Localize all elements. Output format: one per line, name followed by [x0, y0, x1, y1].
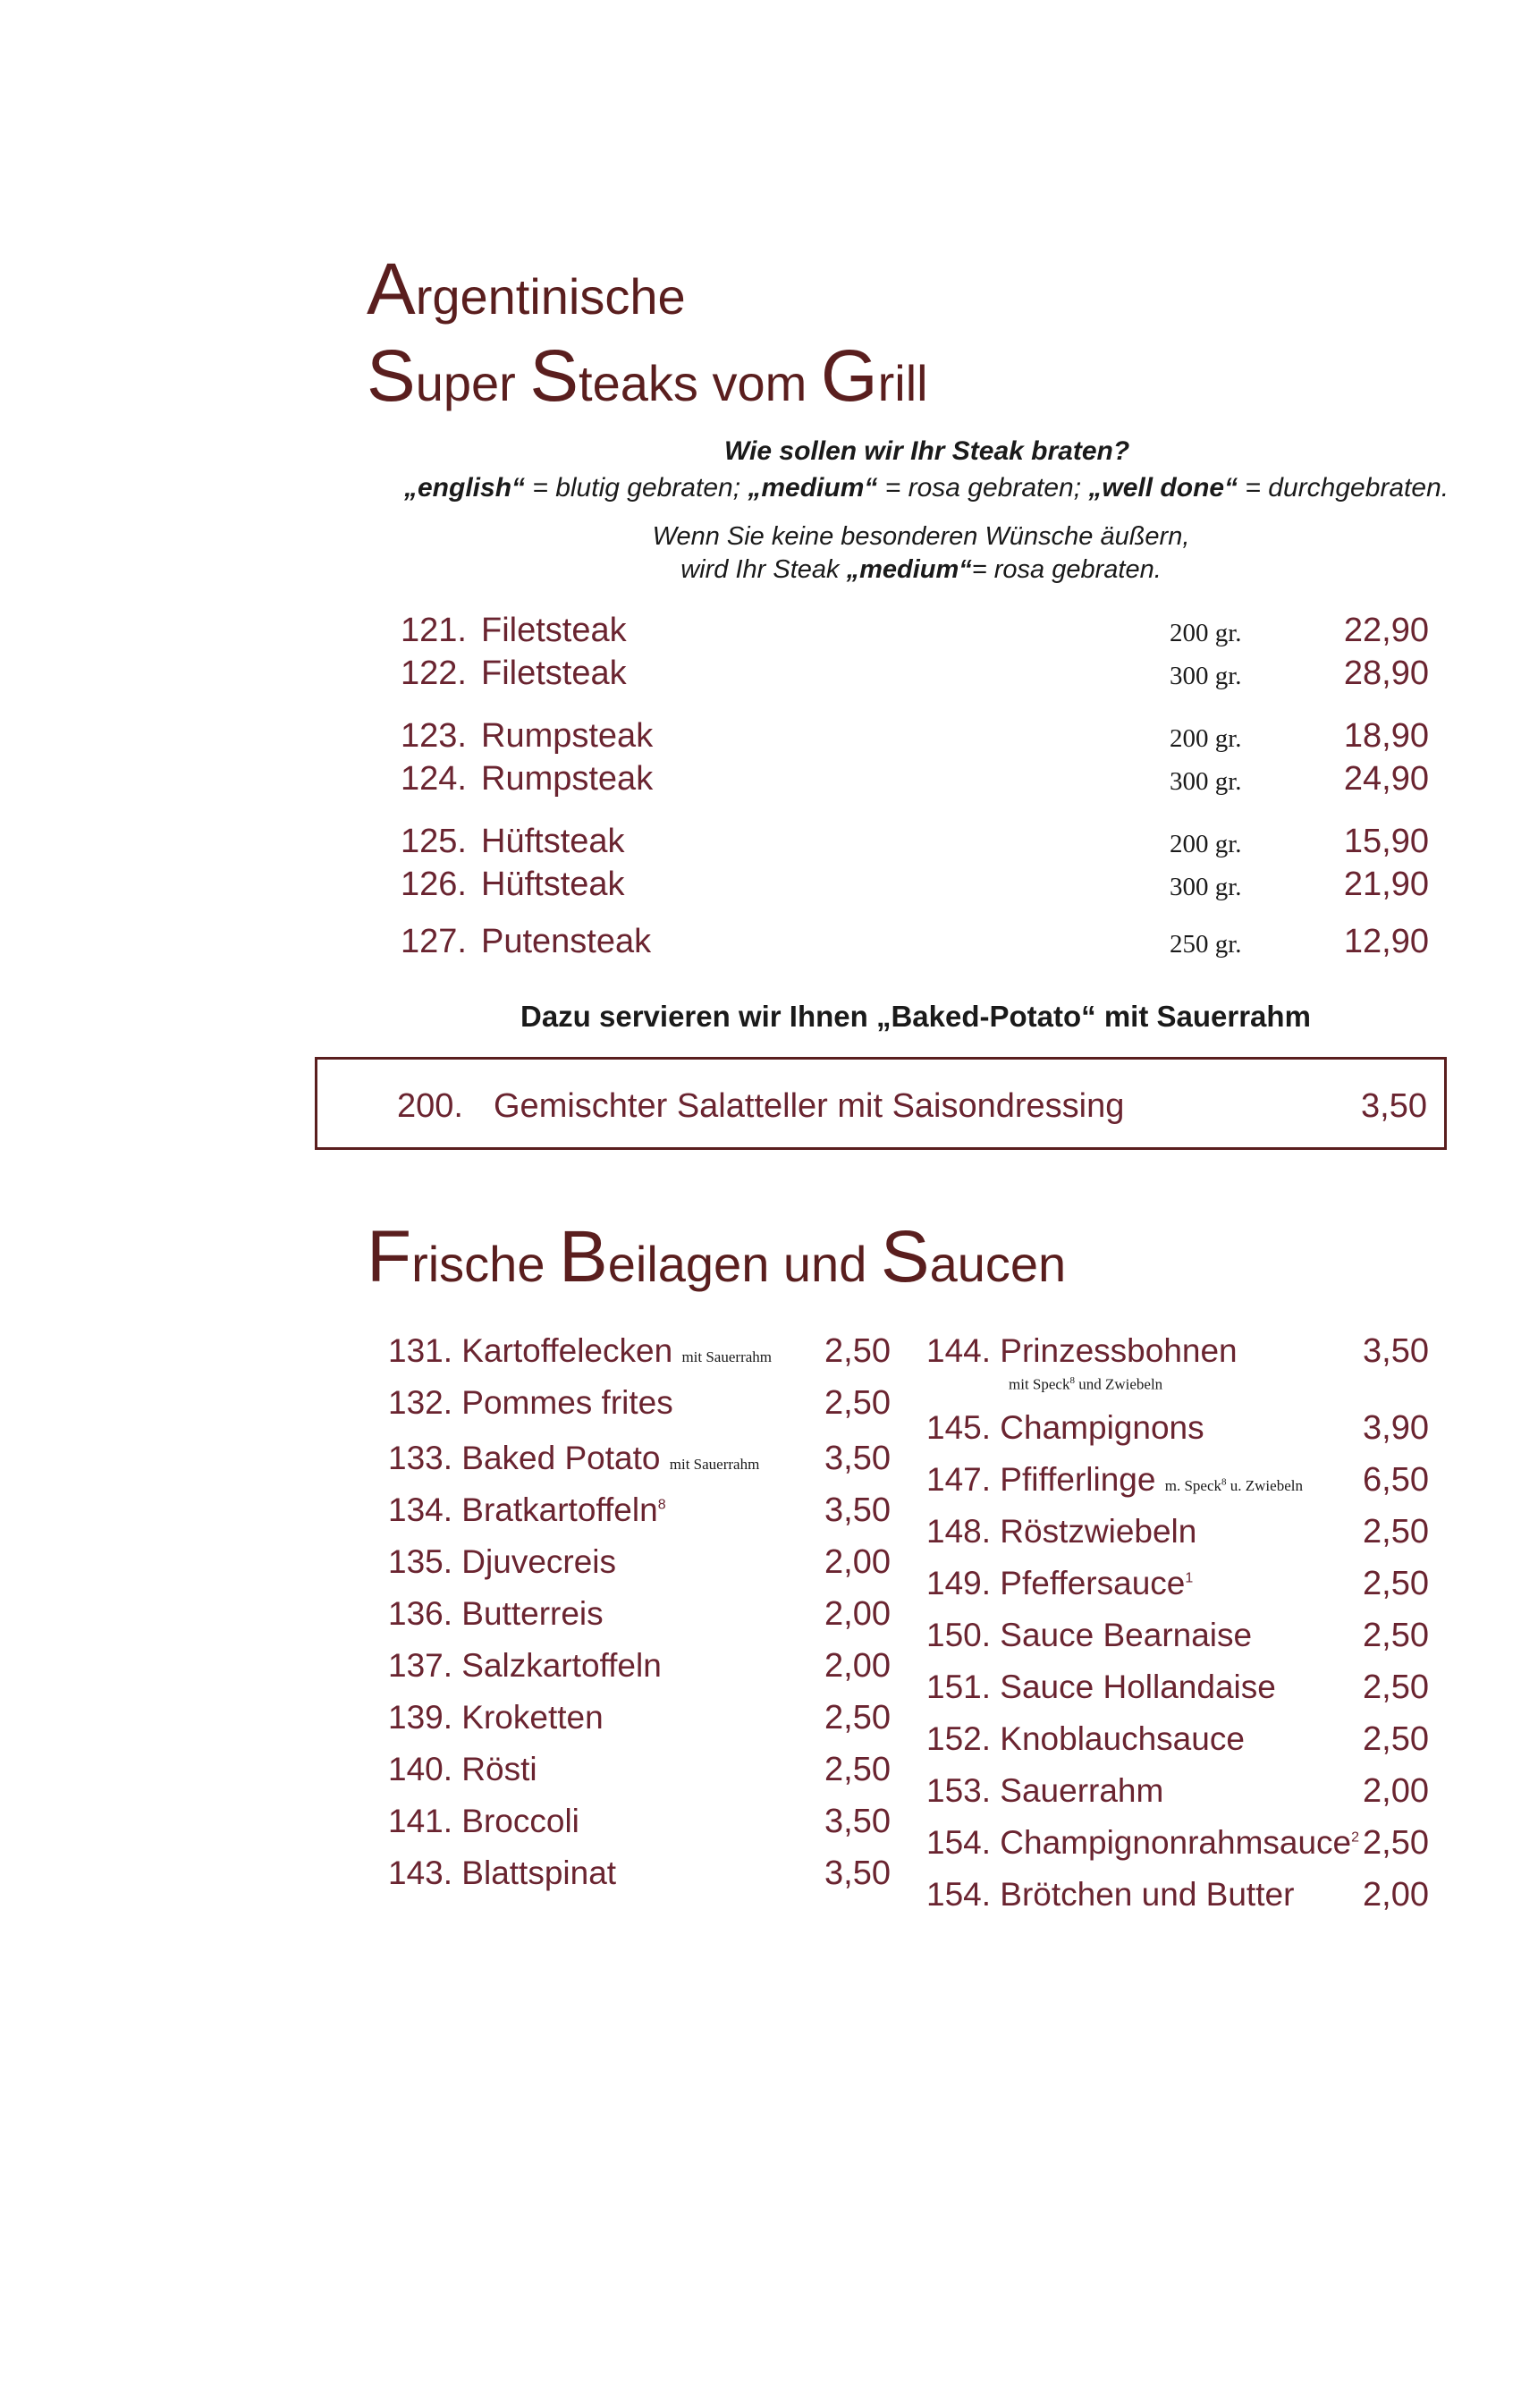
item-price: 2,50 — [824, 1751, 891, 1788]
item-weight: 250 gr. — [1170, 930, 1242, 959]
item-price: 2,50 — [1363, 1669, 1429, 1706]
item-price: 2,50 — [1363, 1824, 1429, 1862]
item-name: Kartoffelecken — [461, 1332, 673, 1369]
salad-price: 3,50 — [1361, 1087, 1427, 1125]
item-name: Filetsteak — [481, 612, 627, 649]
section-title-sides — [367, 1216, 1066, 1305]
menu-item — [926, 1617, 1252, 1654]
item-name: Röstzwiebeln — [1000, 1513, 1197, 1550]
item-price: 12,90 — [1343, 923, 1429, 960]
item-number: 121. — [401, 612, 467, 649]
item-price: 2,50 — [1363, 1513, 1429, 1550]
item-number: 124. — [401, 760, 467, 798]
item-name: Knoblauchsauce — [1000, 1720, 1245, 1757]
title-initial: S — [880, 1216, 930, 1297]
item-price: 21,90 — [1343, 866, 1429, 903]
item-price: 2,00 — [824, 1647, 891, 1685]
menu-item — [388, 1751, 537, 1788]
item-number: 139. — [388, 1699, 453, 1736]
menu-item — [388, 1595, 604, 1633]
note-line1: Wenn Sie keine besonderen Wünsche äußern, — [652, 522, 1190, 551]
menu-item — [388, 1384, 673, 1422]
menu-item — [388, 1647, 662, 1685]
title-text: uper — [415, 355, 530, 411]
item-number: 133. — [388, 1440, 453, 1476]
item-number: 151. — [926, 1669, 992, 1705]
item-number: 131. — [388, 1332, 453, 1369]
item-price: 22,90 — [1343, 612, 1429, 649]
menu-item — [926, 1513, 1196, 1550]
title-text: aucen — [929, 1236, 1067, 1292]
allergen-note: 8 — [1221, 1476, 1227, 1488]
item-weight: 300 gr. — [1170, 662, 1242, 690]
note-line2 — [572, 555, 1270, 585]
item-note: mit Sauerrahm — [681, 1348, 772, 1365]
item-price: 3,50 — [824, 1440, 891, 1477]
item-number: 126. — [401, 866, 467, 903]
item-name: Kroketten — [461, 1699, 604, 1736]
item-number: 152. — [926, 1720, 992, 1757]
cooking-question: Wie sollen wir Ihr Steak braten? — [724, 436, 1130, 466]
item-price: 6,50 — [1363, 1461, 1429, 1499]
item-price: 2,50 — [1363, 1720, 1429, 1758]
item-name: Champignons — [1000, 1409, 1204, 1446]
item-price: 18,90 — [1343, 717, 1429, 755]
menu-item — [926, 1409, 1204, 1447]
item-number: 134. — [388, 1491, 453, 1528]
item-note — [1165, 1477, 1303, 1494]
title-text: eilagen und — [607, 1236, 881, 1292]
item-number: 154. — [926, 1824, 992, 1861]
english-label: „english“ — [404, 473, 526, 503]
title-text: rische — [411, 1236, 560, 1292]
title-initial: B — [559, 1216, 608, 1297]
menu-item — [926, 1720, 1245, 1758]
item-number: 147. — [926, 1461, 992, 1498]
item-price: 3,50 — [824, 1855, 891, 1892]
allergen-note: 1 — [1185, 1570, 1194, 1586]
item-name: Champignonrahmsauce — [1000, 1824, 1352, 1861]
menu-item — [388, 1332, 772, 1370]
item-price: 2,50 — [824, 1332, 891, 1370]
item-weight: 200 gr. — [1170, 724, 1242, 753]
title-initial: A — [367, 249, 416, 330]
menu-item — [388, 1543, 616, 1581]
menu-item — [388, 1491, 666, 1529]
salad-name: Gemischter Salatteller mit Saisondressing — [494, 1087, 1125, 1125]
item-name: Baked Potato — [461, 1440, 661, 1476]
item-name: Putensteak — [481, 923, 652, 960]
item-name: Sauce Hollandaise — [1000, 1669, 1276, 1705]
item-number: 127. — [401, 923, 467, 960]
menu-item — [926, 1565, 1193, 1602]
item-name: Pommes frites — [461, 1384, 673, 1421]
item-number: 148. — [926, 1513, 992, 1550]
item-price: 24,90 — [1343, 760, 1429, 798]
item-number: 154. — [926, 1876, 992, 1913]
item-name: Sauerrahm — [1000, 1772, 1164, 1809]
item-name: Sauce Bearnaise — [1000, 1617, 1253, 1653]
note-text: u. Zwiebeln — [1226, 1477, 1303, 1494]
item-name: Rumpsteak — [481, 717, 654, 755]
item-price: 2,00 — [1363, 1876, 1429, 1914]
menu-item — [926, 1824, 1359, 1862]
item-price: 2,50 — [824, 1699, 891, 1736]
item-number: 122. — [401, 655, 467, 692]
welldone-label: „well done“ — [1088, 473, 1238, 503]
item-number: 132. — [388, 1384, 453, 1421]
section-title-steaks-line2 — [367, 335, 928, 425]
item-weight: 300 gr. — [1170, 873, 1242, 901]
item-price: 3,50 — [1363, 1332, 1429, 1370]
menu-item — [388, 1803, 579, 1840]
item-note — [1009, 1375, 1162, 1394]
menu-item — [926, 1461, 1303, 1499]
note-text: mit Speck — [1009, 1375, 1070, 1393]
menu-item — [926, 1876, 1294, 1914]
item-price: 2,50 — [1363, 1617, 1429, 1654]
item-price: 2,00 — [1363, 1772, 1429, 1810]
item-name: Broccoli — [461, 1803, 579, 1839]
item-name: Brötchen und Butter — [1000, 1876, 1295, 1913]
note-text: m. Speck — [1164, 1477, 1222, 1494]
note-text: wird Ihr Steak — [680, 555, 847, 584]
menu-item — [388, 1440, 759, 1477]
title-initial: G — [820, 335, 878, 417]
item-name: Pfifferlinge — [1000, 1461, 1156, 1498]
medium-desc: = rosa gebraten; — [877, 473, 1089, 503]
item-number: 144. — [926, 1332, 992, 1369]
salad-number: 200. — [397, 1087, 463, 1125]
item-number: 150. — [926, 1617, 992, 1653]
title-text: rill — [877, 355, 928, 411]
item-number: 136. — [388, 1595, 453, 1632]
item-number: 145. — [926, 1409, 992, 1446]
item-name: Djuvecreis — [461, 1543, 617, 1580]
item-price: 15,90 — [1343, 823, 1429, 860]
item-name: Rösti — [461, 1751, 537, 1787]
english-desc: = blutig gebraten; — [525, 473, 748, 503]
item-name: Prinzessbohnen — [1000, 1332, 1238, 1369]
item-number: 137. — [388, 1647, 453, 1684]
item-number: 153. — [926, 1772, 992, 1809]
cooking-note — [572, 522, 1270, 585]
section-title-steaks — [367, 249, 686, 338]
item-name: Filetsteak — [481, 655, 627, 692]
item-name: Butterreis — [461, 1595, 604, 1632]
item-price: 3,90 — [1363, 1409, 1429, 1447]
title-text: rgentinische — [415, 268, 686, 325]
item-number: 135. — [388, 1543, 453, 1580]
item-number: 123. — [401, 717, 467, 755]
menu-item — [388, 1855, 616, 1892]
item-name: Hüftsteak — [481, 866, 625, 903]
cooking-legend — [404, 473, 1449, 503]
item-note: mit Sauerrahm — [669, 1456, 760, 1473]
item-name: Blattspinat — [461, 1855, 617, 1891]
medium-label: „medium“ — [748, 473, 878, 503]
side-info: Dazu servieren wir Ihnen „Baked-Potato“ mit Sauerrahm — [520, 1000, 1311, 1033]
item-number: 143. — [388, 1855, 453, 1891]
item-weight: 300 gr. — [1170, 767, 1242, 796]
note-medium: „medium“ — [846, 555, 972, 584]
item-price: 2,00 — [824, 1543, 891, 1581]
item-weight: 200 gr. — [1170, 619, 1242, 647]
title-text: teaks vom — [579, 355, 821, 411]
allergen-note: 2 — [1351, 1829, 1360, 1846]
title-initial: S — [367, 335, 416, 417]
item-price: 2,50 — [824, 1384, 891, 1422]
item-price: 2,00 — [824, 1595, 891, 1633]
item-number: 149. — [926, 1565, 992, 1601]
menu-item — [926, 1772, 1163, 1810]
menu-item — [926, 1332, 1238, 1370]
item-price: 28,90 — [1343, 655, 1429, 692]
item-name: Bratkartoffeln — [461, 1491, 658, 1528]
title-initial: S — [529, 335, 579, 417]
menu-item — [926, 1669, 1276, 1706]
allergen-note: 8 — [657, 1497, 666, 1513]
allergen-note: 8 — [1069, 1375, 1075, 1386]
title-initial: F — [367, 1216, 412, 1297]
note-text: = rosa gebraten. — [971, 555, 1162, 584]
item-number: 141. — [388, 1803, 453, 1839]
item-name: Hüftsteak — [481, 823, 625, 860]
item-price: 2,50 — [1363, 1565, 1429, 1602]
item-weight: 200 gr. — [1170, 830, 1242, 858]
item-number: 125. — [401, 823, 467, 860]
menu-item — [388, 1699, 604, 1736]
item-number: 140. — [388, 1751, 453, 1787]
item-price: 3,50 — [824, 1491, 891, 1529]
note-text: und Zwiebeln — [1074, 1375, 1163, 1393]
item-name: Rumpsteak — [481, 760, 654, 798]
item-name: Pfeffersauce — [1000, 1565, 1186, 1601]
welldone-desc: = durchgebraten. — [1238, 473, 1449, 503]
item-price: 3,50 — [824, 1803, 891, 1840]
item-name: Salzkartoffeln — [461, 1647, 662, 1684]
